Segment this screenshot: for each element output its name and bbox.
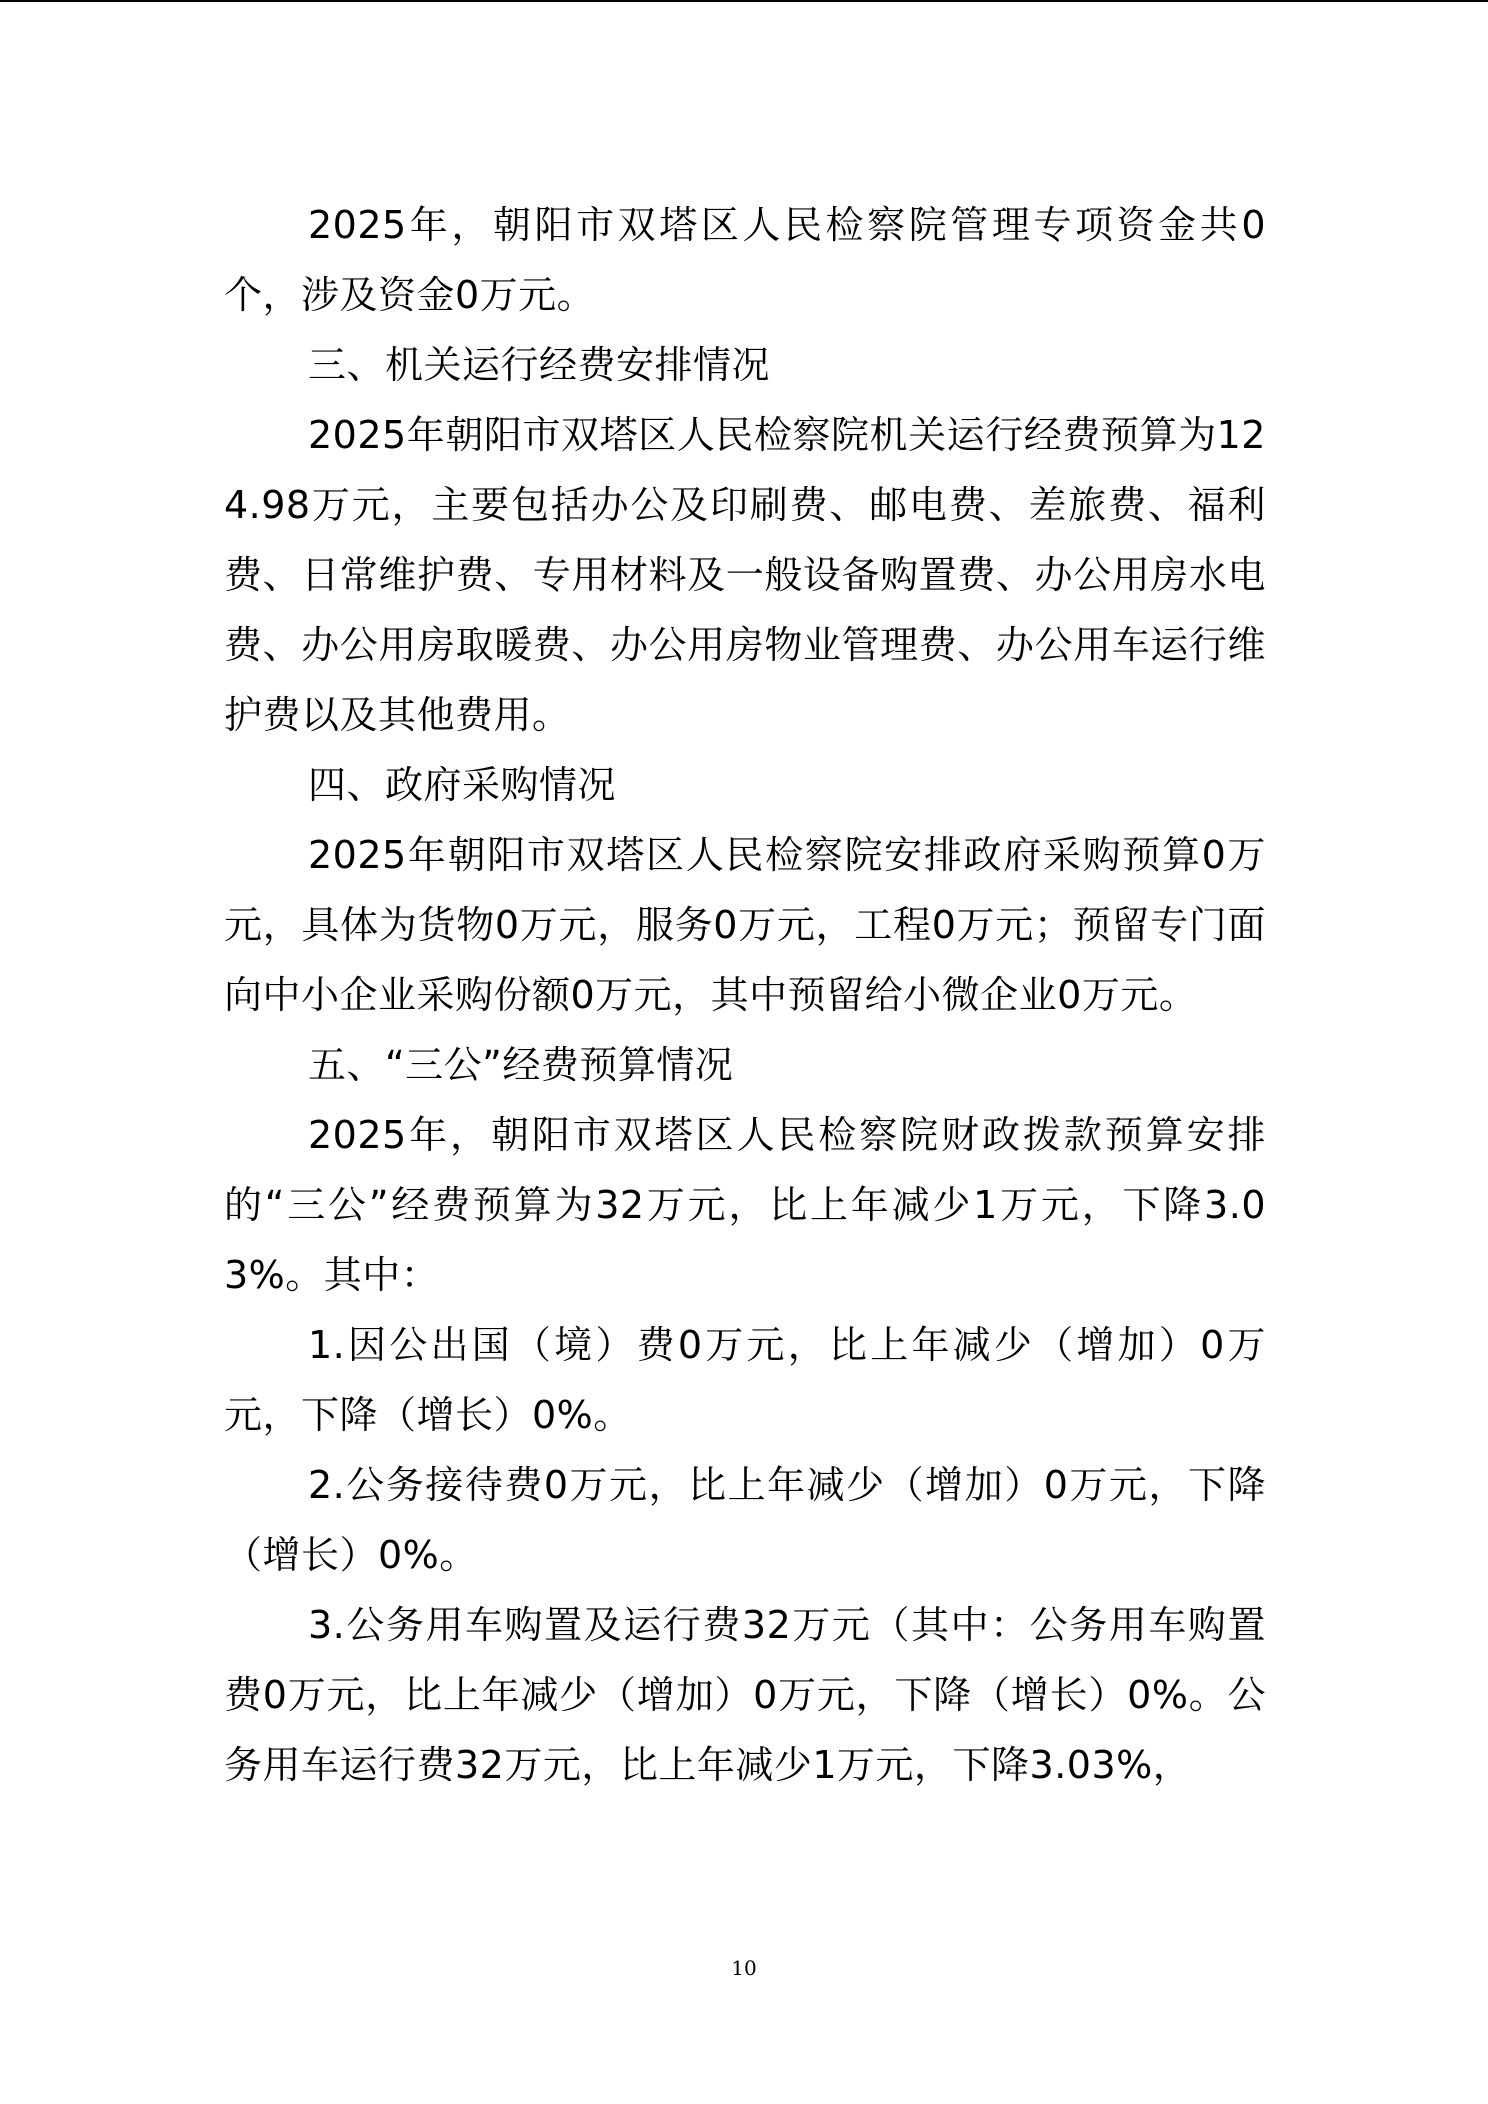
list-item-overseas-travel: 1.因公出国（境）费0万元，比上年减少（增加）0万元，下降（增长）0%。 — [224, 1323, 1266, 1437]
body-text — [224, 190, 1266, 1800]
list-item-reception: 2.公务接待费0万元，比上年减少（增加）0万元，下降（增长）0%。 — [224, 1463, 1266, 1577]
heading-government-procurement: 四、政府采购情况 — [308, 763, 617, 807]
heading-three-public-expenses: 五、“三公”经费预算情况 — [308, 1043, 734, 1087]
paragraph-special-funds: 2025年，朝阳市双塔区人民检察院管理专项资金共0个，涉及资金0万元。 — [224, 203, 1266, 317]
paragraph-three-public-expenses: 2025年，朝阳市双塔区人民检察院财政拨款预算安排的“三公”经费预算为32万元，比上年减少1万元，下降3.03%。其中： — [224, 1113, 1266, 1297]
page-number: 10 — [731, 1956, 757, 1980]
paragraph-operating-expenses: 2025年朝阳市双塔区人民检察院机关运行经费预算为124.98万元，主要包括办公及印刷费、邮电费、差旅费、福利费、日常维护费、专用材料及一般设备购置费、办公用房水电费、办公用房取暖费、办公用房物业管理费、办公用车运行维护费以及其他费用。 — [224, 413, 1266, 737]
heading-operating-expenses: 三、机关运行经费安排情况 — [308, 343, 771, 387]
paragraph-government-procurement: 2025年朝阳市双塔区人民检察院安排政府采购预算0万元，具体为货物0万元，服务0万元，工程0万元；预留专门面向中小企业采购份额0万元，其中预留给小微企业0万元。 — [224, 833, 1266, 1017]
list-item-vehicles: 3.公务用车购置及运行费32万元（其中：公务用车购置费0万元，比上年减少（增加）0万元，下降（增长）0%。公务用车运行费32万元，比上年减少1万元，下降3.03%， — [224, 1603, 1266, 1787]
